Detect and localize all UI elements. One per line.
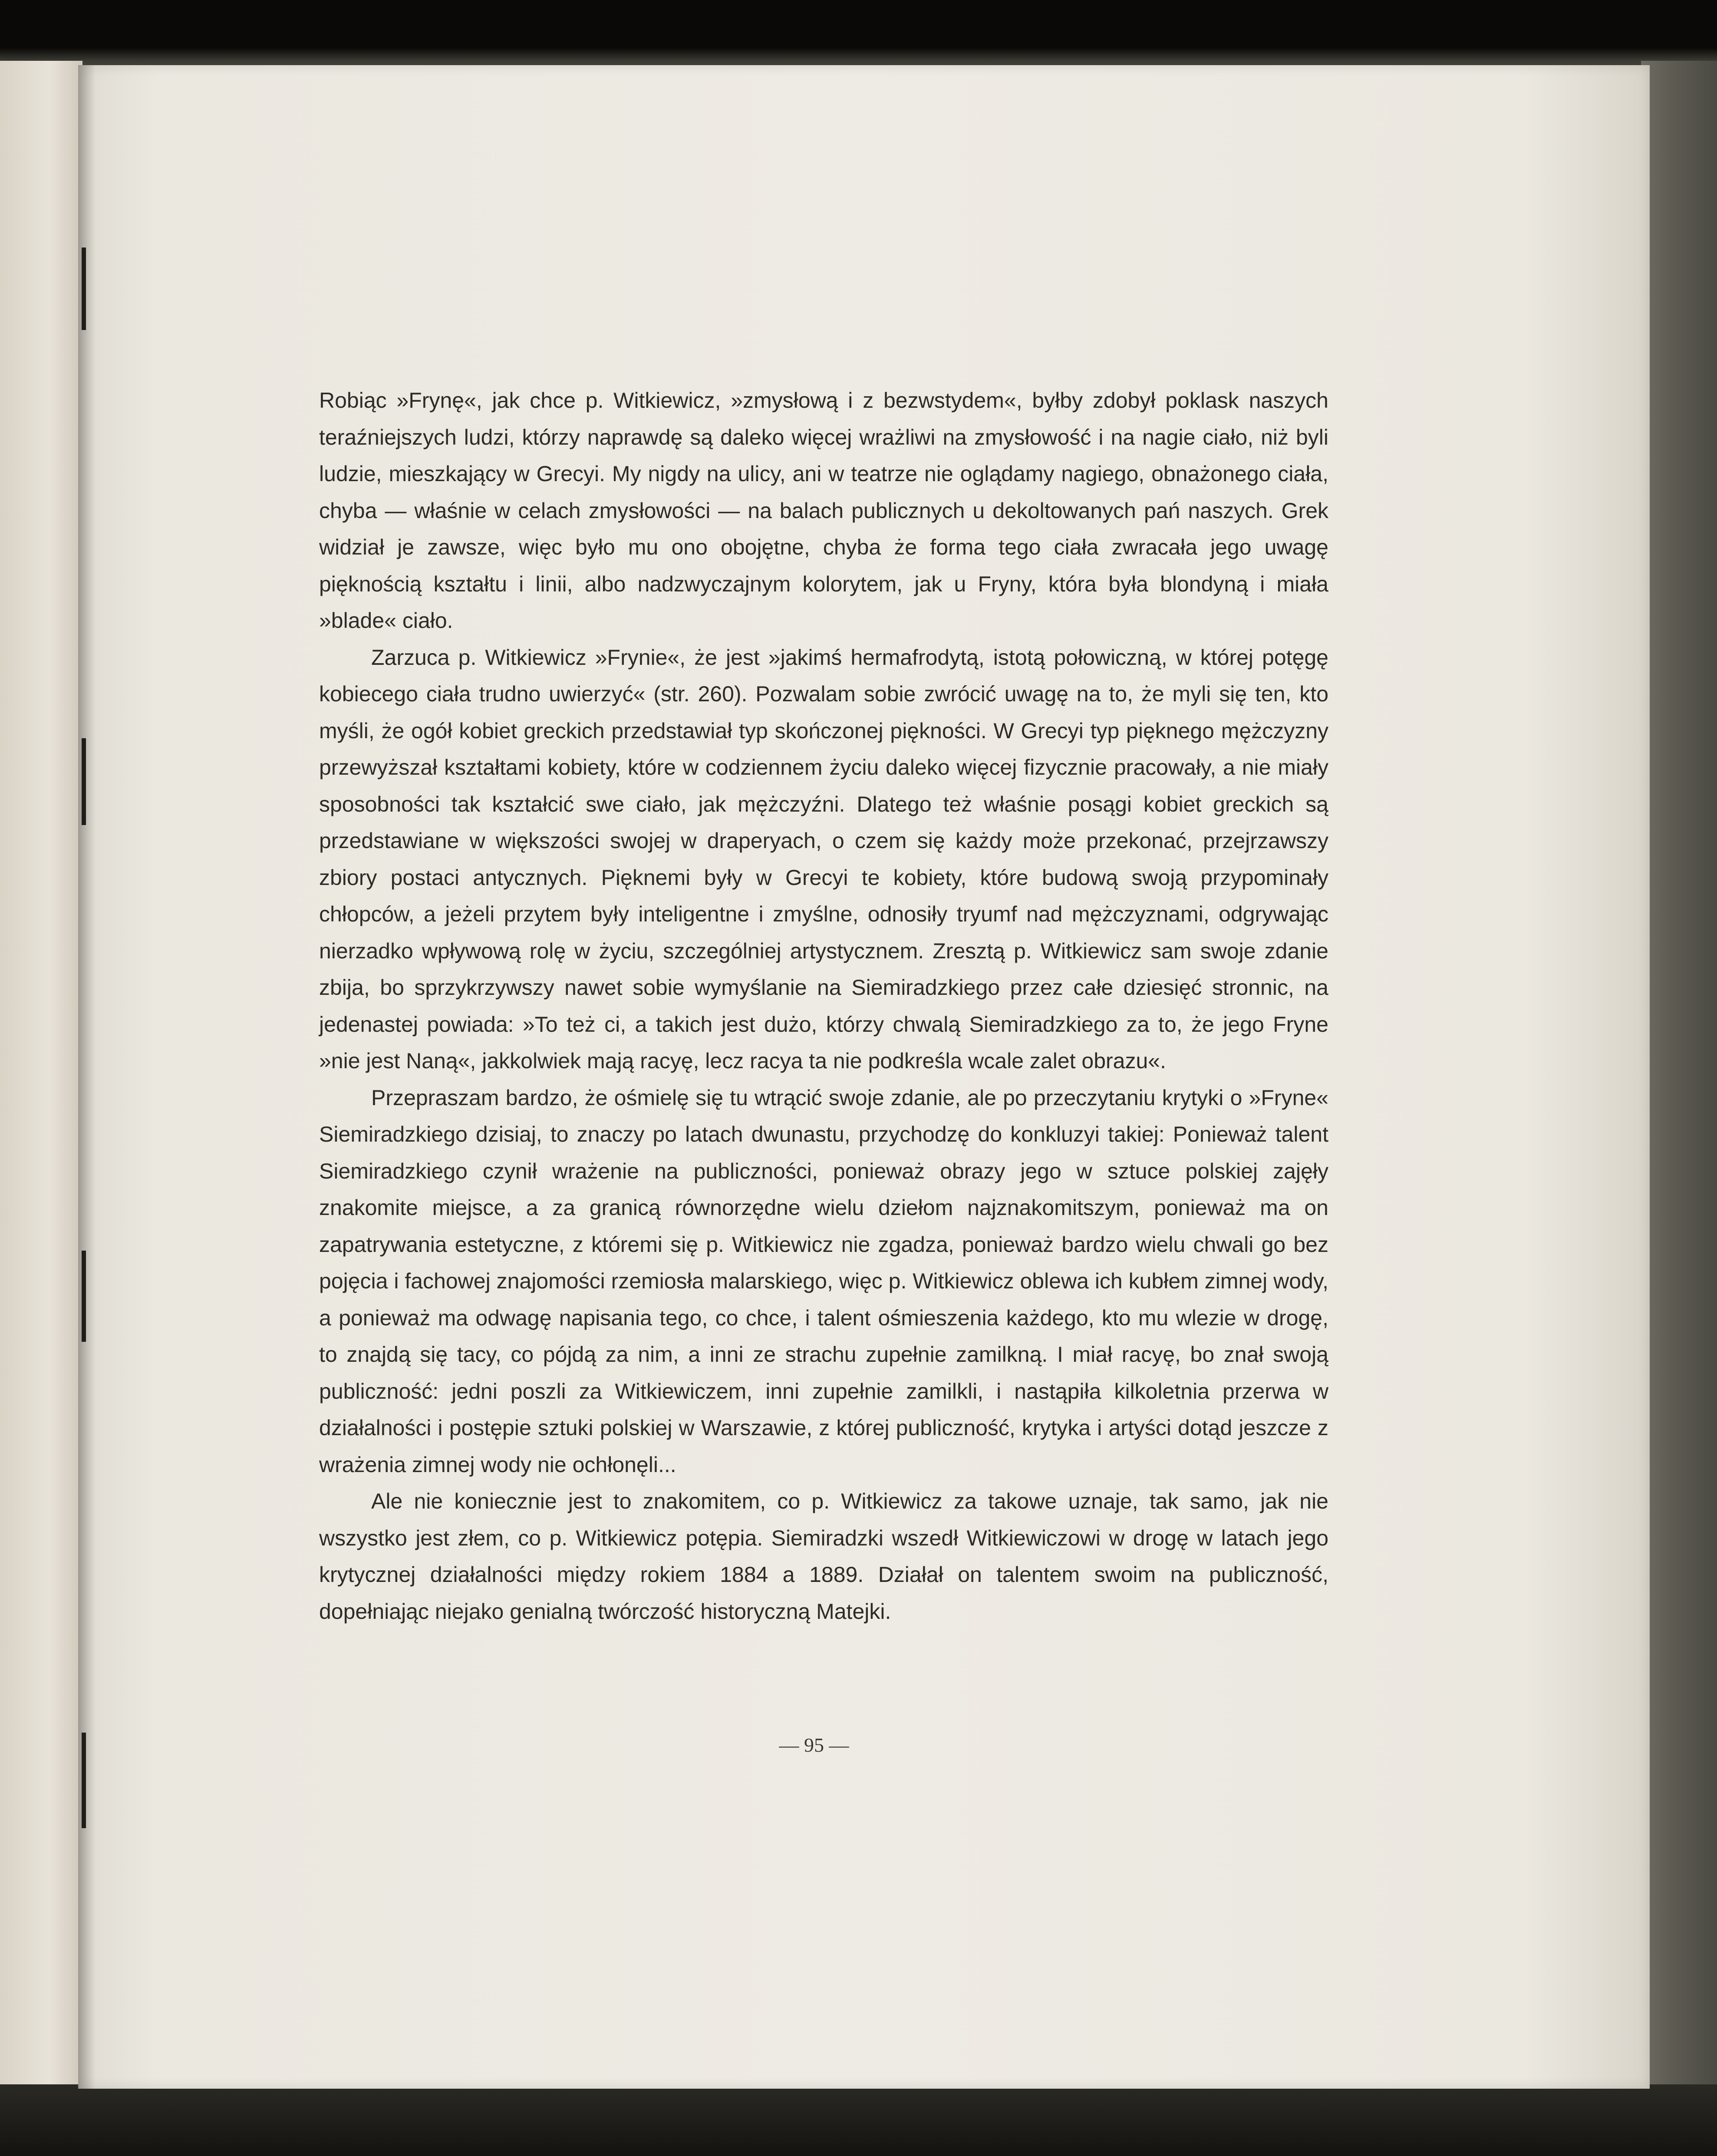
paragraph-1: Robiąc »Frynę«, jak chce p. Witkiewicz, »zmysłową i z bezwstydem«, byłby zdobył poklask naszych teraźniejszych ludzi, którzy naprawdę są daleko więcej wrażliwi na zmysłowość i na nagie ciało, niż byli ludzie, mieszkający w Grecyi. My nigdy na ulicy, ani w teatrze nie oglądamy nagiego, obnażonego ciała, chyba — właśnie w celach zmysłowości — na balach publicznych u dekoltowanych pań naszych. Grek widział je zawsze, więc było mu ono obojętne, chyba że forma tego ciała zwracała jego uwagę pięknością kształtu i linii, albo nadzwyczajnym kolorytem, jak u Fryny, która była blondyną i miała »blade« ciało. [319, 388, 1328, 633]
book-cover-bottom [0, 2084, 1717, 2156]
paragraph-4: Ale nie koniecznie jest to znakomitem, co p. Witkiewicz za takowe uznaje, tak samo, jak nie wszystko jest złem, co p. Witkiewicz potępia. Siemiradzki wszedł Witkiewiczowi w drogę w latach jego krytycznej działalności między rokiem 1884 a 1889. Działał on talentem swoim na publiczność, dopełniając niejako genialną twórczość historyczną Matejki. [319, 1489, 1328, 1624]
margin-mark [82, 1251, 86, 1342]
left-page-edge [0, 61, 82, 2156]
book-cover-right [1641, 61, 1717, 2084]
paragraph-2: Zarzuca p. Witkiewicz »Frynie«, że jest »jakimś hermafrodytą, istotą połowiczną, w której potęgę kobiecego ciała trudno uwierzyć« (str. 260). Pozwalam sobie zwrócić uwagę na to, że myli się ten, kto myśli, że ogół kobiet greckich przedstawiał typ skończonej piękności. W Grecyi typ pięknego mężczyzny przewyższał kształtami kobiety, które w codziennem życiu daleko więcej fizycznie pracowały, a nie miały sposobności tak kształcić swe ciało, jak mężczyźni. Dlatego też właśnie posągi kobiet greckich są przedstawiane w większości swojej w draperyach, o czem się każdy może przekonać, przejrzawszy zbiory postaci antycznych. Pięknemi były w Grecyi te kobiety, które budową swoją przypominały chłopców, a jeżeli przytem były inteligentne i zmyślne, odnosiły tryumf nad mężczyznami, odgrywając nierzadko wpływową rolę w życiu, szczególniej artystycznem. Zresztą p. Witkiewicz sam swoje zdanie zbija, bo sprzykrzywszy nawet sobie wymyślanie na Siemiradzkiego przez całe dziesięć stronnic, na jedenastej powiada: »To też ci, a takich jest dużo, którzy chwalą Siemiradzkiego za to, że jego Fryne »nie jest Naną«, jakkolwiek mają racyę, lecz racya ta nie podkreśla wcale zalet obrazu«. [319, 645, 1328, 1073]
margin-mark [82, 1733, 86, 1828]
margin-mark [82, 248, 86, 330]
body-text [319, 382, 1328, 1630]
paragraph-3: Przepraszam bardzo, że ośmielę się tu wtrącić swoje zdanie, ale po przeczytaniu krytyki o »Fryne« Siemiradzkiego dzisiaj, to znaczy po latach dwunastu, przychodzę do konkluzyi takiej: Ponieważ talent Siemiradzkiego czynił wrażenie na publiczności, ponieważ obrazy jego w sztuce polskiej zajęły znakomite miejsce, a za granicą równorzędne wielu dziełom najznakomitszym, ponieważ ma on zapatrywania estetyczne, z któremi się p. Witkiewicz nie zgadza, ponieważ bardzo wielu chwali go bez pojęcia i fachowej znajomości rzemiosła malarskiego, więc p. Witkiewicz oblewa ich kubłem zimnej wody, a ponieważ ma odwagę napisania tego, co chce, i talent ośmieszenia każdego, kto mu wlezie w drogę, to znajdą się tacy, co pójdą za nim, a inni ze strachu zupełnie zamilkną. I miał racyę, bo znał swoją publiczność: jedni poszli za Witkiewiczem, inni zupełnie zamilkli, i nastąpiła kilkoletnia przerwa w działalności i postępie sztuki polskiej w Warszawie, z której publiczność, krytyka i artyści dotąd jeszcze z wrażenia zimnej wody nie ochłonęli... [319, 1085, 1328, 1477]
page-number: — 95 — [779, 1734, 849, 1756]
page-gutter-shadow [78, 65, 96, 2089]
margin-mark [82, 738, 86, 825]
